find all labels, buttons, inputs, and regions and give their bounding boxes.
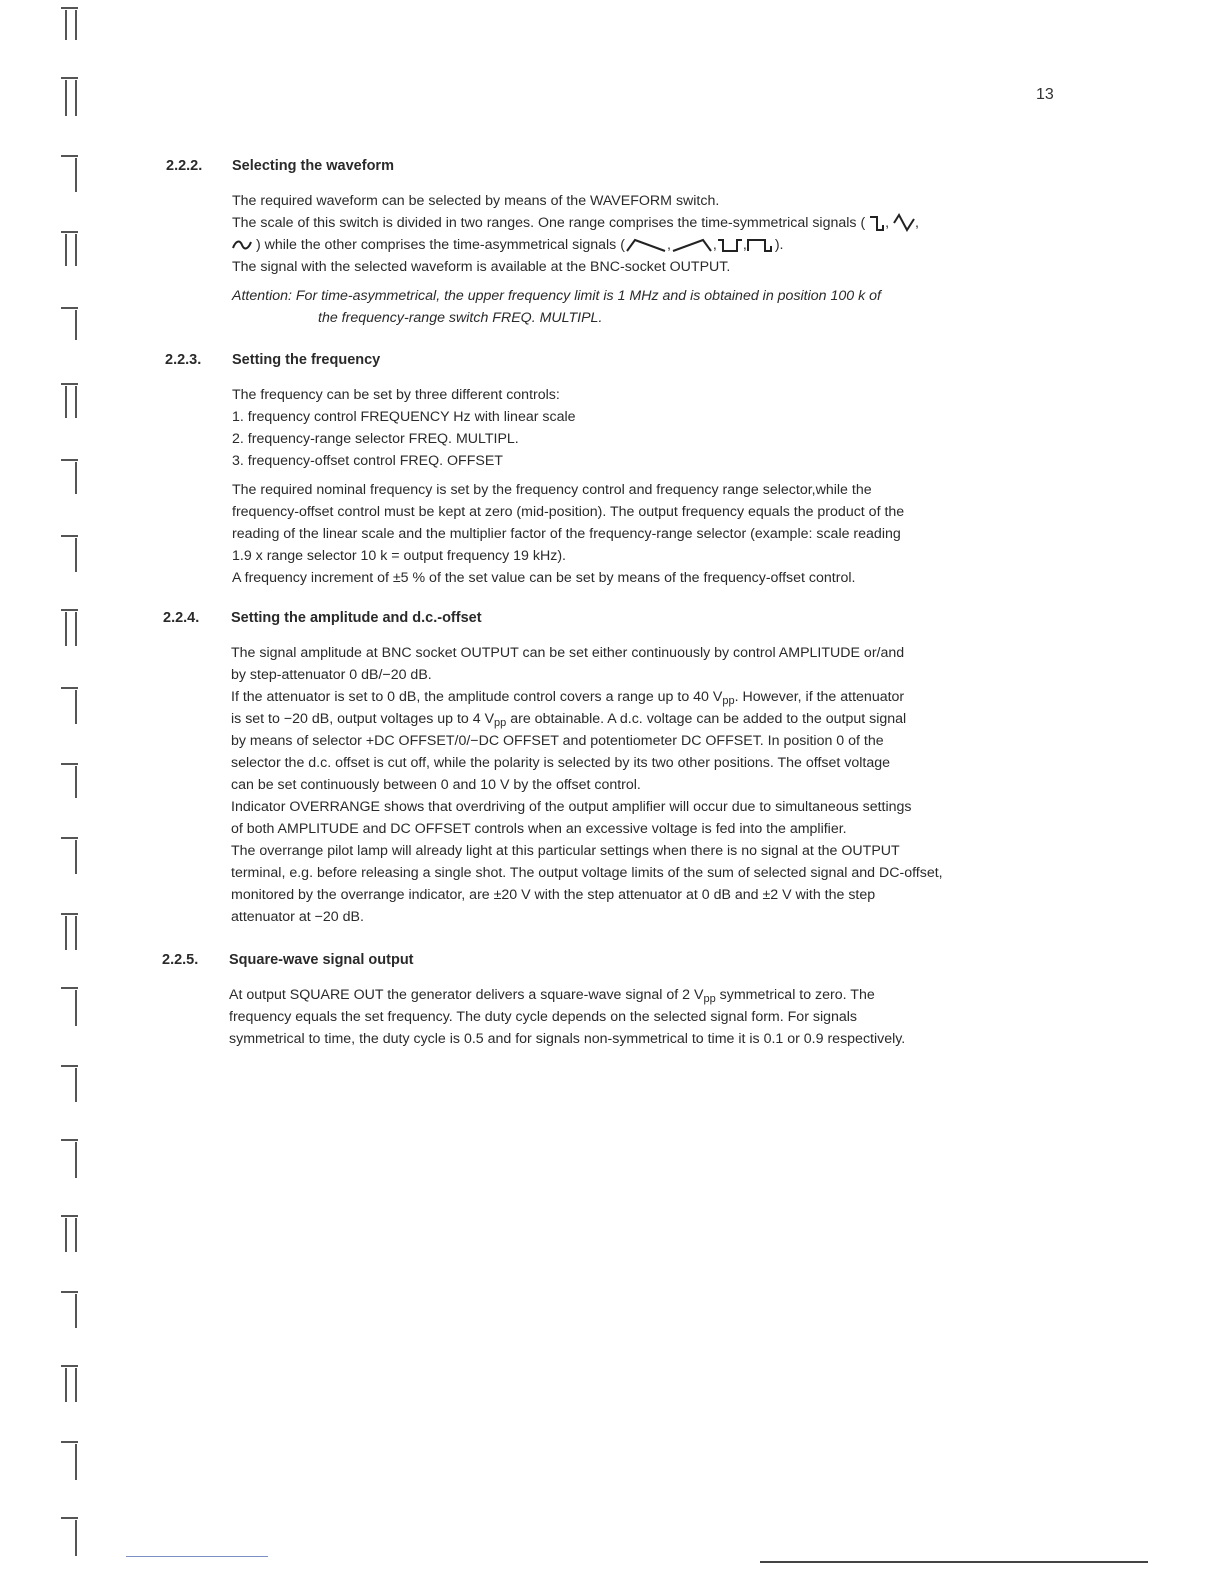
- section-heading: [160, 158, 1080, 182]
- text-line: reading of the linear scale and the multiplier factor of the frequency-range selector (example: scale reading: [232, 526, 901, 542]
- section-body: [232, 190, 1078, 329]
- text-line: selector the d.c. offset is cut off, while the polarity is selected by its two other positions. The offset voltage: [231, 755, 891, 771]
- section-heading: [160, 352, 1080, 376]
- section-number: 2.2.3.: [165, 352, 202, 368]
- section-square-wave-output: [160, 952, 1080, 1050]
- section-setting-frequency: [160, 352, 1080, 589]
- text-line: The required waveform can be selected by means of the WAVEFORM switch.: [232, 193, 720, 209]
- text-line: attenuator at −20 dB.: [231, 909, 364, 925]
- text-line: ) while the other comprises the time-asymmetrical signals ( , , , ).: [232, 234, 1078, 256]
- text-line: 1.9 x range selector 10 k = output frequency 19 kHz).: [232, 548, 566, 564]
- section-selecting-waveform: [160, 158, 1080, 329]
- text-line: of both AMPLITUDE and DC OFFSET controls when an excessive voltage is fed into the amplifier.: [231, 821, 847, 837]
- section-body: [229, 984, 1075, 1050]
- text-line: frequency equals the set frequency. The duty cycle depends on the selected signal form. For signals: [229, 1009, 858, 1025]
- section-title: Setting the frequency: [232, 352, 381, 368]
- text-line: can be set continuously between 0 and 10 V by the offset control.: [231, 777, 641, 793]
- section-amplitude-offset: [160, 610, 1080, 928]
- text-line: frequency-offset control must be kept at zero (mid-position). The output frequency equals the product of the: [232, 504, 905, 520]
- text-fragment: If the attenuator is set to 0 dB, the amplitude control covers a range up to 40 V: [231, 689, 723, 705]
- page-number: 13: [1036, 86, 1054, 103]
- section-heading: [160, 610, 1080, 634]
- section-heading: [160, 952, 1080, 976]
- attention-line: Attention: For time-asymmetrical, the upper frequency limit is 1 MHz and is obtained in position 100 k of: [232, 288, 881, 304]
- ramp-up-icon: [671, 237, 713, 253]
- text-line: terminal, e.g. before releasing a single shot. The output voltage limits of the sum of selected signal and DC-offset,: [231, 865, 943, 881]
- section-body: [232, 384, 1078, 589]
- text-fragment: At output SQUARE OUT the generator delivers a square-wave signal of 2 V: [229, 987, 704, 1003]
- text-line: The signal with the selected waveform is available at the BNC-socket OUTPUT.: [232, 259, 731, 275]
- text-line: The frequency can be set by three different controls:: [232, 387, 560, 403]
- text-line: [231, 686, 1077, 708]
- text-fragment: ) while the other comprises the time-asymmetrical signals (: [255, 237, 625, 253]
- section-title: Square-wave signal output: [229, 952, 414, 968]
- text-line: The scale of this switch is divided in two ranges. One range comprises the time-symmetrical signals ( , ,: [232, 212, 1078, 234]
- text-line: [229, 984, 1075, 1006]
- subscript-pp: pp: [494, 717, 507, 729]
- text-line: The signal amplitude at BNC socket OUTPUT can be set either continuously by control AMPLITUDE or/and: [231, 645, 905, 661]
- text-fragment: is set to −20 dB, output voltages up to 4 V: [231, 711, 495, 727]
- list-item: 1. frequency control FREQUENCY Hz with linear scale: [232, 409, 576, 425]
- text-line: [231, 708, 1077, 730]
- list-item: 2. frequency-range selector FREQ. MULTIPL.: [232, 431, 519, 447]
- text-line: by step-attenuator 0 dB/−20 dB.: [231, 667, 432, 683]
- text-fragment: The scale of this switch is divided in two ranges. One range comprises the time-symmetrical signals (: [232, 215, 866, 231]
- text-line: Indicator OVERRANGE shows that overdriving of the output amplifier will occur due to simultaneous settings: [231, 799, 912, 815]
- footer-rule-left: [126, 1556, 268, 1557]
- text-fragment: . However, if the attenuator: [734, 689, 905, 705]
- text-line: A frequency increment of ±5 % of the set value can be set by means of the frequency-offset control.: [232, 570, 856, 586]
- section-number: 2.2.4.: [163, 610, 200, 626]
- binder-strip-graphic: [58, 0, 82, 1584]
- text-line: The overrange pilot lamp will already light at this particular settings when there is no signal at the OUTPUT: [231, 843, 900, 859]
- section-number: 2.2.2.: [166, 158, 203, 174]
- ramp-down-icon: [625, 237, 667, 253]
- section-body: [231, 642, 1077, 928]
- text-fragment: are obtainable. A d.c. voltage can be added to the output signal: [506, 711, 907, 727]
- section-title: Selecting the waveform: [232, 158, 394, 174]
- section-number: 2.2.5.: [162, 952, 199, 968]
- text-line: monitored by the overrange indicator, are ±20 V with the step attenuator at 0 dB and ±2 V with the step: [231, 887, 876, 903]
- square-wave-icon: [869, 213, 885, 233]
- text-line: symmetrical to time, the duty cycle is 0.5 and for signals non-symmetrical to time it is 0.1 or 0.9 respectively.: [229, 1031, 906, 1047]
- text-line: by means of selector +DC OFFSET/0/−DC OFFSET and potentiometer DC OFFSET. In position 0 of the: [231, 733, 884, 749]
- pulse-high-icon: [747, 236, 775, 254]
- text-fragment: symmetrical to zero. The: [715, 987, 875, 1003]
- triangle-wave-icon: [893, 213, 915, 233]
- sine-wave-icon: [232, 238, 252, 252]
- attention-line: the frequency-range switch FREQ. MULTIPL.: [318, 310, 603, 326]
- subscript-pp: pp: [722, 695, 735, 707]
- footer-rule-right: [760, 1561, 1148, 1563]
- list-item: 3. frequency-offset control FREQ. OFFSET: [232, 453, 503, 469]
- subscript-pp: pp: [703, 993, 716, 1005]
- attention-note: [232, 285, 1078, 329]
- section-title: Setting the amplitude and d.c.-offset: [231, 610, 482, 626]
- pulse-low-icon: [717, 236, 743, 254]
- text-fragment: ).: [774, 237, 784, 253]
- text-line: The required nominal frequency is set by the frequency control and frequency range selector,while the: [232, 482, 872, 498]
